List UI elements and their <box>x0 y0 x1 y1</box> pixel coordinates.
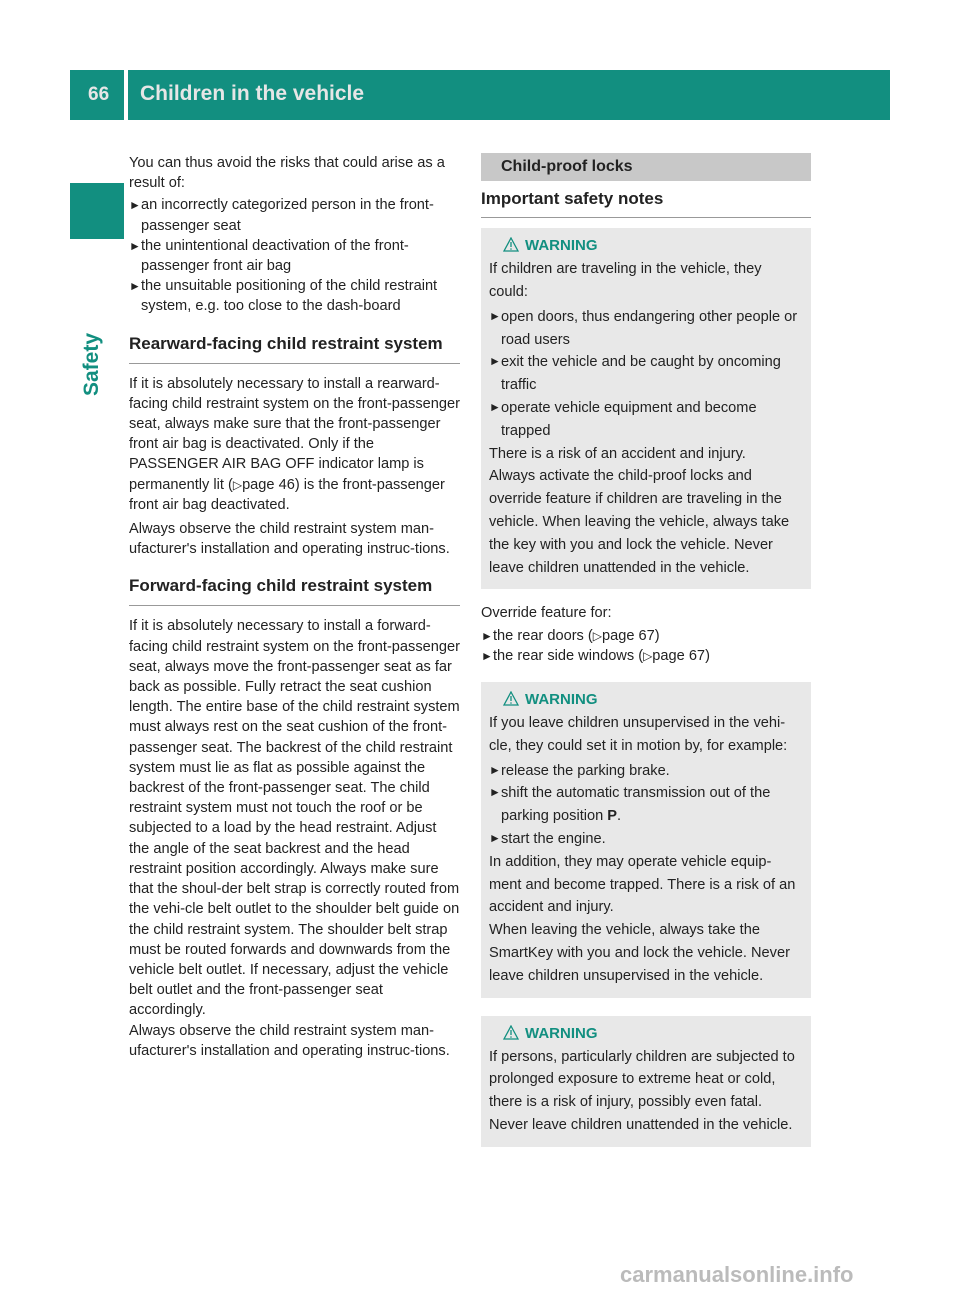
text-segment: ) <box>654 627 660 644</box>
list-item <box>489 351 803 397</box>
page-ref-arrow-icon: ▷ <box>232 477 243 492</box>
text-segment: ) is the front-passenger front air bag deactivated. <box>129 476 445 513</box>
page-ref-link[interactable]: page 67 <box>602 627 655 644</box>
subsection-title: Important safety notes <box>481 189 811 218</box>
list-item-text: the unsuitable positioning of the child restraint system, e.g. too close to the dash-board <box>141 278 438 315</box>
rear-facing-paragraph <box>129 374 460 515</box>
rear-facing-heading: Rearward-facing child restraint system <box>129 333 460 364</box>
override-list <box>481 626 811 666</box>
list-item-text: the unintentional deactivation of the front-passenger front air bag <box>141 237 409 275</box>
bullet-triangle-icon: ► <box>489 399 501 414</box>
bullet-triangle-icon: ► <box>489 308 501 323</box>
chapter-title: Children in the vehicle <box>140 82 365 105</box>
warning-header <box>489 234 803 258</box>
rear-facing-note: Always observe the child restraint system man-ufacturer's installation and operating instruc-tions. <box>129 521 450 558</box>
right-column <box>481 153 811 1147</box>
warning-box-2 <box>481 682 811 998</box>
side-tab <box>78 320 118 400</box>
warning-label: WARNING <box>525 690 598 708</box>
warning-triangle-icon <box>503 1025 519 1040</box>
warning-triangle-icon <box>503 237 519 252</box>
risk-list <box>129 195 460 316</box>
warning-header <box>489 1022 803 1046</box>
text-segment: the rear doors ( <box>493 627 593 644</box>
warning-intro: If you leave children unsupervised in the vehi-cle, they could set it in motion by, for example: <box>489 714 788 754</box>
list-item-text: shift the automatic transmission out of the parking position <box>501 785 771 825</box>
left-column <box>129 153 460 1061</box>
list-item <box>481 646 811 666</box>
watermark: carmanualsonline.info <box>620 1262 854 1287</box>
list-item-text: exit the vehicle and be caught by oncoming traffic <box>501 354 781 394</box>
list-item <box>129 236 460 276</box>
page-ref-arrow-icon: ▷ <box>592 628 603 643</box>
list-item-text: start the engine. <box>501 830 606 847</box>
list-item-text: open doors, thus endangering other people or road users <box>501 308 798 348</box>
bullet-triangle-icon: ► <box>481 628 493 643</box>
warning-label: WARNING <box>525 237 598 255</box>
intro-text: You can thus avoid the risks that could arise as a result of: <box>129 155 445 192</box>
forward-facing-paragraph: If it is absolutely necessary to install a forward-facing child restraint system on the front-passenger seat, always move the front-passenger seat as far back as possible. Fully retract the seat cushion length. The entire base of the child restraint system must always rest on the seat cushion of the front-passenger seat. The backrest of the child restraint system must lie as flat as possible against the backrest of the front-passenger seat. The child restraint system must not touch the roof or be subjected to a load by the head restraint. Adjust the angle of the seat backrest and the head restraint position accordingly. Always make sure that the shoul-der belt strap is correctly routed from the vehi-cle belt outlet to the shoulder belt guide on the child restraint system. The shoulder belt strap must be routed forwards and downwards from the vehicle belt outlet. If necessary, adjust the vehicle belt outlet and the front-passenger seat accordingly. <box>129 618 460 1019</box>
warning-intro: If children are traveling in the vehicle, they could: <box>489 261 762 300</box>
warning-box-3 <box>481 1016 811 1147</box>
text-segment: . <box>617 808 622 825</box>
list-item <box>129 195 460 235</box>
warning-text: When leaving the vehicle, always take the SmartKey with you and lock the vehicle. Never leave children unsupervised in the vehicle. <box>489 922 790 984</box>
warning-text: If persons, particularly children are subjected to prolonged exposure to extreme heat or cold, there is a risk of injury, possibly even fatal. Never leave children unattended in the vehicle. <box>489 1048 795 1133</box>
bullet-triangle-icon: ► <box>481 648 493 663</box>
bullet-triangle-icon: ► <box>129 198 141 213</box>
text-segment: ) <box>705 647 710 664</box>
side-tab-label: Safety <box>80 332 103 396</box>
warning-text: In addition, they may operate vehicle equip-ment and become trapped. There is a risk of an accident and injury. <box>489 853 796 916</box>
override-intro: Override feature for: <box>481 605 612 622</box>
list-item-text: release the parking brake. <box>501 762 670 779</box>
warning-text: There is a risk of an accident and injury. <box>489 445 746 462</box>
page-number-box <box>70 70 124 120</box>
text-segment: If it is absolutely necessary to install a rearward-facing child restraint system on the front-passenger seat, always make sure that the front-passenger front air bag is deactivated. Only if the PASSENGER AIR BAG OFF indicator lamp is permanently lit ( <box>129 375 460 493</box>
bullet-triangle-icon: ► <box>129 279 141 294</box>
list-item <box>489 397 803 443</box>
section-title: Child-proof locks <box>481 153 811 181</box>
bullet-triangle-icon: ► <box>489 354 501 369</box>
warning-label: WARNING <box>525 1024 598 1042</box>
list-item <box>129 276 460 316</box>
forward-facing-note: Always observe the child restraint system man-ufacturer's installation and operating instruc-tions. <box>129 1022 450 1059</box>
bullet-triangle-icon: ► <box>489 785 501 800</box>
page-number: 66 <box>88 84 110 105</box>
page-ref-link[interactable]: page 67 <box>652 647 706 664</box>
text-segment: the rear side windows ( <box>493 647 644 664</box>
warning-list <box>489 306 803 443</box>
list-item-text: an incorrectly categorized person in the front-passenger seat <box>141 197 434 234</box>
chapter-header <box>128 70 890 120</box>
page-ref-link[interactable]: page 46 <box>242 476 295 493</box>
list-item <box>489 306 803 352</box>
list-item <box>481 626 811 646</box>
gear-position-p: P <box>607 808 618 825</box>
warning-text: Always activate the child-proof locks and override feature if children are traveling in the vehicle. When leaving the vehicle, always take the key with you and lock the vehicle. Never leave children unattended in the vehicle. <box>489 468 790 576</box>
warning-list <box>489 760 803 851</box>
side-tab-block <box>70 183 124 239</box>
list-item-text: operate vehicle equipment and become trapped <box>501 399 757 439</box>
list-item <box>489 760 803 783</box>
list-item <box>489 782 803 828</box>
list-item <box>489 828 803 851</box>
warning-triangle-icon <box>503 691 519 706</box>
bullet-triangle-icon: ► <box>489 762 501 777</box>
warning-box-1 <box>481 228 811 589</box>
bullet-triangle-icon: ► <box>489 830 501 845</box>
bullet-triangle-icon: ► <box>129 238 141 253</box>
forward-facing-heading: Forward-facing child restraint system <box>129 575 460 606</box>
warning-header <box>489 688 803 712</box>
page-ref-arrow-icon: ▷ <box>643 648 653 663</box>
